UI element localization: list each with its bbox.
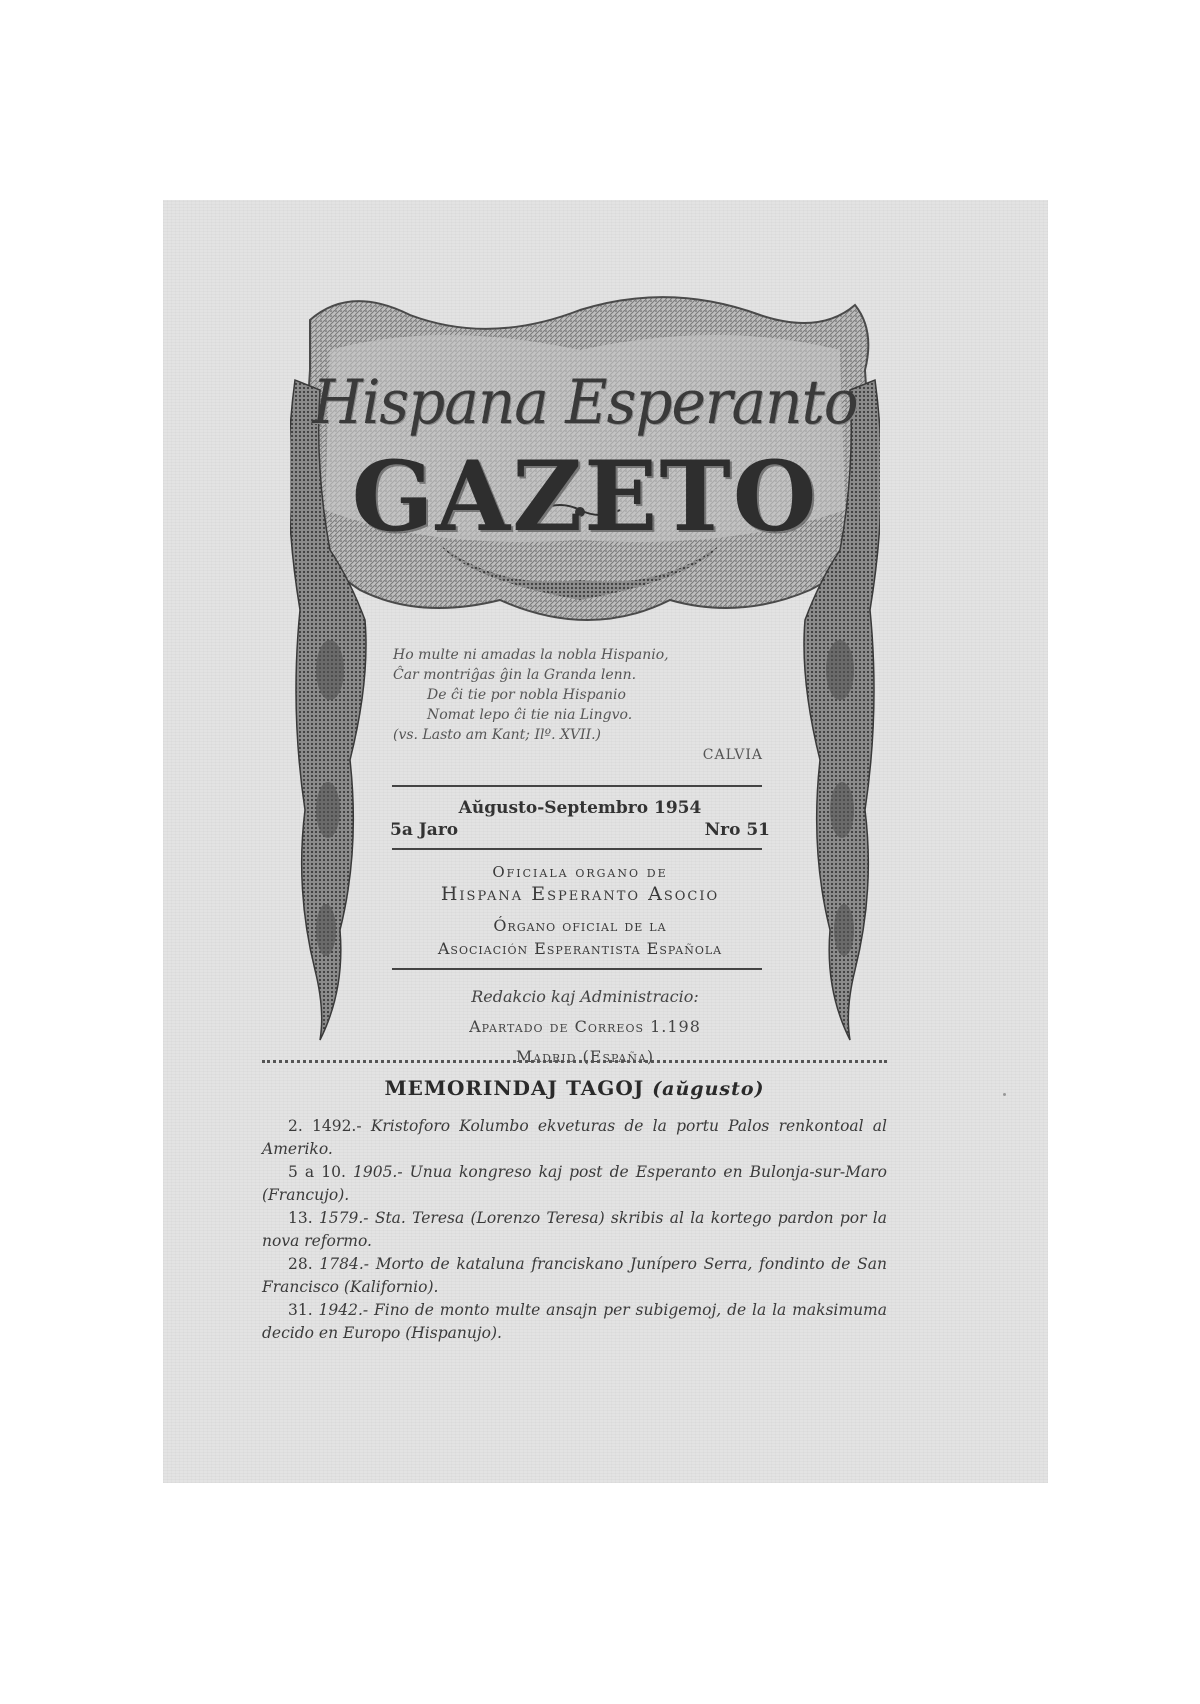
memo-date: 13.: [288, 1209, 313, 1227]
issue-date: Aŭgusto-Septembro 1954: [458, 798, 702, 818]
list-item: [262, 1207, 887, 1253]
organ-es-line1: Órgano oficial de la: [493, 916, 667, 935]
memo-date: 5 a 10.: [288, 1163, 346, 1181]
official-organ-statement: [380, 862, 780, 960]
list-item: [262, 1161, 887, 1207]
memo-text: Kristoforo Kolumbo ekveturas de la portu Palos renkontoal al Ameriko.: [262, 1117, 887, 1158]
epigraph-line: Nomat lepo ĉi tie nia Lingvo.: [427, 707, 633, 723]
masthead-title-line1: Hispana Esperanto: [312, 366, 858, 438]
memo-text: 1942.- Fino de monto multe ansajn per subigemoj, de la la maksimuma decido en Europo (Hispanujo).: [262, 1301, 887, 1342]
epigraph-line: Ĉar montriĝas ĝin la Granda lenn.: [393, 667, 637, 683]
divider-rule: [392, 848, 762, 850]
divider-rule: [392, 785, 762, 787]
epigraph-author: CALVIA: [702, 747, 763, 763]
list-item: [262, 1115, 887, 1161]
address-line2: Apartado de Correos 1.198: [469, 1017, 701, 1036]
memorindaj-title: [262, 1076, 887, 1100]
memo-text: 1579.- Sta. Teresa (Lorenzo Teresa) skribis al la kortego pardon por la nova reformo.: [262, 1209, 887, 1250]
issue-number: Nro 51: [704, 820, 770, 840]
address-line3: Madrid (España): [515, 1047, 655, 1066]
dotted-divider: [262, 1060, 887, 1066]
memo-date: 2. 1492.-: [288, 1117, 362, 1135]
editorial-address: [395, 982, 775, 1072]
memo-date: 28.: [288, 1255, 313, 1273]
memo-date: 31.: [288, 1301, 313, 1319]
masthead-title-gazeto: GAZETO: [351, 440, 819, 553]
organ-es-line2: Asociación Esperantista Española: [437, 939, 723, 958]
epigraph: [393, 645, 763, 765]
issue-year-number: [390, 820, 770, 840]
epigraph-line: Ho multe ni amadas la nobla Hispanio,: [393, 647, 669, 663]
memorindaj-title-suffix: (aŭgusto): [652, 1078, 765, 1100]
organ-eo-line2: Hispana Esperanto Asocio: [440, 883, 720, 905]
scan-speck: [1003, 1093, 1006, 1096]
memorindaj-list: [262, 1115, 887, 1345]
memo-text: 1784.- Morto de kataluna franciskano Junípero Serra, fondinto de San Francisco (Kalifornio).: [262, 1255, 887, 1296]
memorindaj-title-text: MEMORINDAJ TAGOJ: [384, 1076, 645, 1100]
address-line1: Redakcio kaj Administracio:: [471, 987, 699, 1006]
issue-year: 5a Jaro: [390, 820, 459, 840]
list-item: [262, 1299, 887, 1345]
organ-eo-line1: Oficiala organo de: [492, 863, 668, 881]
divider-rule: [392, 968, 762, 970]
list-item: [262, 1253, 887, 1299]
epigraph-line: (vs. Lasto am Kant; Ilº. XVII.): [393, 727, 602, 743]
memo-text: 1905.- Unua kongreso kaj post de Esperanto en Bulonja-sur-Maro (Francujo).: [262, 1163, 887, 1204]
epigraph-line: De ĉi tie por nobla Hispanio: [427, 687, 626, 703]
